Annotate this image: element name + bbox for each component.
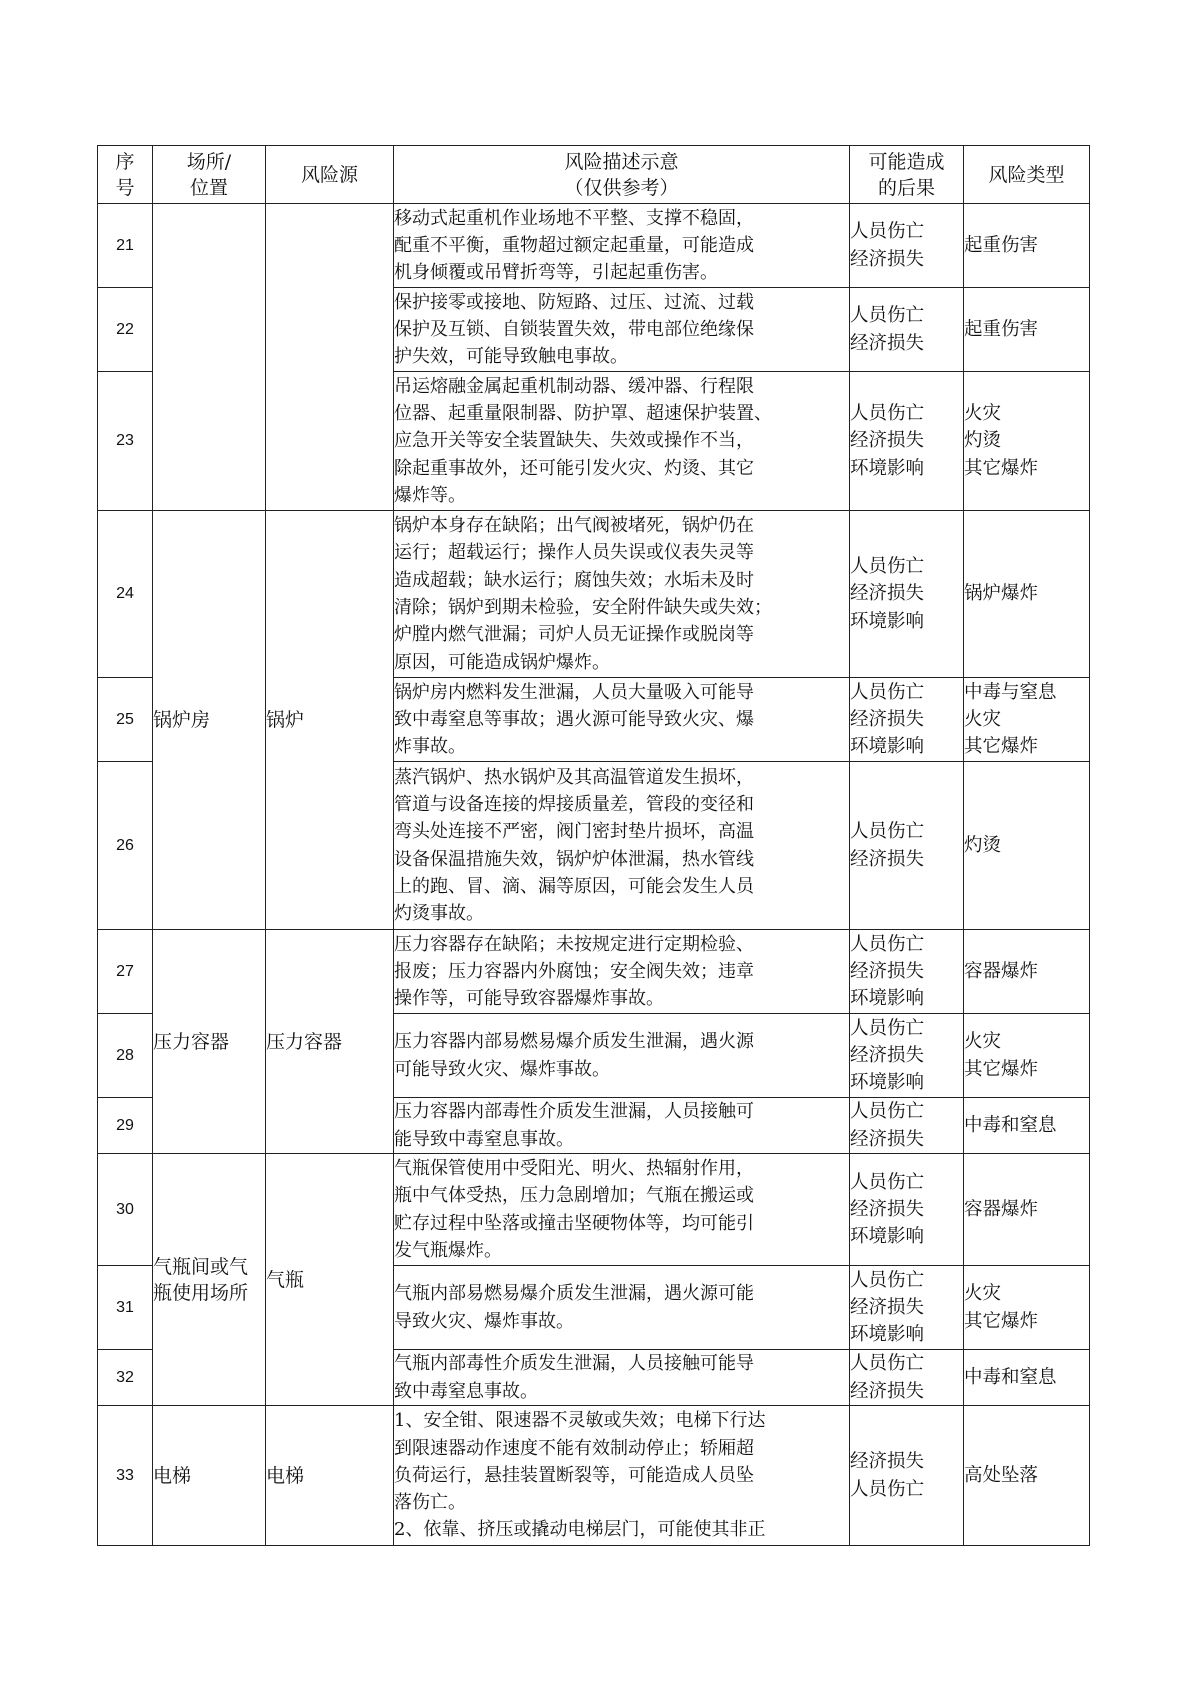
cell-line: 火灾	[964, 403, 1002, 425]
cell-line: 操作等，可能导致容器爆炸事故。	[394, 988, 664, 1010]
description-cell	[394, 1266, 850, 1350]
cell-line: 经济损失	[850, 1380, 925, 1402]
cell-line: 经济损失	[850, 1128, 925, 1150]
cell-line: 发气瓶爆炸。	[394, 1239, 502, 1261]
row-number: 33	[98, 1406, 153, 1546]
cell-line: 致中毒窒息等事故；遇火源可能导致火灾、爆	[394, 708, 754, 730]
cell-line: 起重伤害	[964, 318, 1039, 340]
description-cell	[394, 1014, 850, 1098]
risk-type-cell	[964, 1154, 1090, 1266]
header-no: 序 号	[98, 146, 153, 204]
cell-line: 灼烫	[964, 834, 1002, 856]
cell-line: 人员伤亡	[850, 1017, 925, 1039]
cell-line: 人员伤亡	[850, 305, 925, 327]
cell-line: 人员伤亡	[850, 1478, 925, 1500]
description-cell	[394, 511, 850, 678]
cell-line: 火灾	[964, 1283, 1002, 1305]
cell-line: 经济损失	[850, 332, 925, 354]
source-cell: 压力容器	[266, 930, 394, 1154]
row-number: 32	[98, 1350, 153, 1406]
cell-line: 其它爆炸	[964, 1058, 1039, 1080]
cell-line: 配重不平衡，重物超过额定起重量，可能造成	[394, 234, 754, 256]
cell-line: 高处坠落	[964, 1464, 1039, 1486]
cell-line: 人员伤亡	[850, 1101, 925, 1123]
location-cell: 电梯	[153, 1406, 266, 1546]
cell-line: 经济损失	[850, 960, 925, 982]
risk-type-cell	[964, 1014, 1090, 1098]
description-cell	[394, 762, 850, 930]
cell-line: 能导致中毒窒息事故。	[394, 1128, 574, 1150]
table-row	[98, 930, 1090, 1014]
row-number: 30	[98, 1154, 153, 1266]
cell-line: 人员伤亡	[850, 221, 925, 243]
description-cell	[394, 204, 850, 288]
cell-line: 起重伤害	[964, 234, 1039, 256]
header-location: 场所/ 位置	[153, 146, 266, 204]
cell-line: 经济损失	[850, 1044, 925, 1066]
source-cell: 气瓶	[266, 1154, 394, 1406]
cell-line: 灼烫事故。	[394, 903, 484, 925]
consequence-cell	[850, 1350, 964, 1406]
cell-line: 造成超载；缺水运行；腐蚀失效；水垢未及时	[394, 569, 754, 591]
cell-line: 其它爆炸	[964, 1310, 1039, 1332]
cell-line: 火灾	[964, 708, 1002, 730]
risk-type-cell	[964, 1350, 1090, 1406]
cell-line: 人员伤亡	[850, 1353, 925, 1375]
header-consequence: 可能造成 的后果	[850, 146, 964, 204]
cell-line: 机身倾覆或吊臂折弯等，引起起重伤害。	[394, 262, 718, 284]
risk-type-cell	[964, 678, 1090, 762]
cell-line: 火灾	[964, 1031, 1002, 1053]
cell-line: 原因，可能造成锅炉爆炸。	[394, 651, 610, 673]
row-number: 25	[98, 678, 153, 762]
description-cell	[394, 372, 850, 511]
description-cell	[394, 1098, 850, 1154]
consequence-cell	[850, 204, 964, 288]
cell-line: 弯头处连接不严密，阀门密封垫片损坏，高温	[394, 821, 754, 843]
cell-line: 清除；锅炉到期未检验，安全附件缺失或失效；	[394, 597, 772, 618]
cell-line: 场所	[210, 1281, 249, 1304]
consequence-cell	[850, 1406, 964, 1546]
source-cell-empty	[266, 204, 394, 511]
cell-line: 炸事故。	[394, 736, 466, 758]
cell-line: 经济损失	[850, 430, 925, 452]
consequence-cell	[850, 511, 964, 678]
cell-line: 锅炉本身存在缺陷；出气阀被堵死，锅炉仍在	[394, 515, 754, 537]
risk-table	[97, 145, 1090, 1546]
row-number: 29	[98, 1098, 153, 1154]
risk-type-cell	[964, 511, 1090, 678]
consequence-cell	[850, 1098, 964, 1154]
cell-line: 压力容器存在缺陷；未按规定进行定期检验、	[394, 933, 754, 955]
cell-line: 其它爆炸	[964, 736, 1039, 758]
risk-type-cell	[964, 1266, 1090, 1350]
row-number: 21	[98, 204, 153, 288]
description-cell	[394, 1406, 850, 1546]
cell-line: 2、依靠、挤压或撬动电梯层门，可能使其非正	[394, 1519, 766, 1541]
cell-line: 可能导致火灾、爆炸事故。	[394, 1058, 610, 1080]
cell-line: 落伤亡。	[394, 1492, 466, 1514]
cell-line: 环境影响	[850, 736, 925, 758]
row-number: 26	[98, 762, 153, 930]
cell-line: 经济损失	[850, 1296, 925, 1318]
cell-line: 致中毒窒息事故。	[394, 1380, 538, 1402]
location-cell: 压力容器	[153, 930, 266, 1154]
consequence-cell	[850, 1154, 964, 1266]
cell-line: 负荷运行，悬挂装置断裂等，可能造成人员坠	[394, 1464, 754, 1486]
description-cell	[394, 930, 850, 1014]
cell-line: 环境影响	[850, 988, 925, 1010]
risk-type-cell	[964, 930, 1090, 1014]
description-cell	[394, 288, 850, 372]
location-cell: 锅炉房	[153, 511, 266, 930]
cell-line: 压力容器内部毒性介质发生泄漏，人员接触可	[394, 1101, 754, 1123]
cell-line: 报废；压力容器内外腐蚀；安全阀失效；违章	[394, 960, 754, 982]
header-row	[98, 146, 1090, 204]
cell-line: 气瓶保管使用中受阳光、明火、热辐射作用，	[394, 1157, 754, 1179]
cell-line: 经济损失	[850, 248, 925, 270]
cell-line: 人员伤亡	[850, 403, 925, 425]
table-row	[98, 511, 1090, 678]
consequence-cell	[850, 288, 964, 372]
description-cell	[394, 1154, 850, 1266]
cell-line: 人员伤亡	[850, 556, 925, 578]
risk-type-cell	[964, 762, 1090, 930]
cell-line: 中毒和窒息	[964, 1114, 1057, 1136]
cell-line: 气瓶间或	[153, 1255, 230, 1278]
cell-line: 到限速器动作速度不能有效制动停止；轿厢超	[394, 1437, 754, 1459]
cell-line: 人员伤亡	[850, 681, 925, 703]
consequence-cell	[850, 372, 964, 511]
cell-line: 容器爆炸	[964, 960, 1039, 982]
location-cell	[153, 1154, 266, 1406]
row-number: 22	[98, 288, 153, 372]
cell-line: 气瓶内部易燃易爆介质发生泄漏，遇火源可能	[394, 1283, 754, 1305]
cell-line: 气瓶内部毒性介质发生泄漏，人员接触可能导	[394, 1353, 754, 1375]
cell-line: 蒸汽锅炉、热水锅炉及其高温管道发生损坏，	[394, 766, 754, 788]
row-number: 31	[98, 1266, 153, 1350]
cell-line: 灼烫	[964, 430, 1002, 452]
risk-type-cell	[964, 372, 1090, 511]
row-number: 23	[98, 372, 153, 511]
cell-line: 移动式起重机作业场地不平整、支撑不稳固，	[394, 207, 754, 229]
cell-line: 保护接零或接地、防短路、过压、过流、过载	[394, 291, 754, 313]
risk-type-cell	[964, 1406, 1090, 1546]
source-cell: 电梯	[266, 1406, 394, 1546]
description-cell	[394, 1350, 850, 1406]
cell-line: 人员伤亡	[850, 1171, 925, 1193]
cell-line: 设备保温措施失效，锅炉炉体泄漏，热水管线	[394, 848, 754, 870]
location-cell-empty	[153, 204, 266, 511]
cell-line: 人员伤亡	[850, 933, 925, 955]
row-number: 28	[98, 1014, 153, 1098]
cell-line: 人员伤亡	[850, 1269, 925, 1291]
table-row	[98, 1154, 1090, 1266]
cell-line: 运行；超载运行；操作人员失误或仪表失灵等	[394, 542, 754, 564]
cell-line: 环境影响	[850, 610, 925, 632]
cell-line: 爆炸等。	[394, 484, 466, 506]
cell-line: 环境影响	[850, 1324, 925, 1346]
cell-line: 锅炉房内燃料发生泄漏，人员大量吸入可能导	[394, 681, 754, 703]
cell-line: 气瓶使用	[153, 1255, 249, 1304]
cell-line: 环境影响	[850, 1072, 925, 1094]
cell-line: 中毒与窒息	[964, 681, 1057, 703]
risk-type-cell	[964, 288, 1090, 372]
consequence-cell	[850, 762, 964, 930]
cell-line: 经济损失	[850, 848, 925, 870]
cell-line: 其它爆炸	[964, 457, 1039, 479]
cell-line: 贮存过程中坠落或撞击坚硬物体等，均可能引	[394, 1212, 754, 1234]
cell-line: 经济损失	[850, 583, 925, 605]
cell-line: 容器爆炸	[964, 1198, 1039, 1220]
cell-line: 1、安全钳、限速器不灵敏或失效；电梯下行达	[394, 1410, 766, 1432]
cell-line: 环境影响	[850, 1226, 925, 1248]
cell-line: 管道与设备连接的焊接质量差，管段的变径和	[394, 793, 754, 815]
cell-line: 吊运熔融金属起重机制动器、缓冲器、行程限	[394, 375, 754, 397]
cell-line: 上的跑、冒、滴、漏等原因，可能会发生人员	[394, 875, 754, 897]
cell-line: 压力容器内部易燃易爆介质发生泄漏，遇火源	[394, 1031, 754, 1053]
cell-line: 经济损失	[850, 708, 925, 730]
cell-line: 经济损失	[850, 1451, 925, 1473]
cell-line: 瓶中气体受热，压力急剧增加；气瓶在搬运或	[394, 1185, 754, 1207]
cell-line: 位器、起重量限制器、防护罩、超速保护装置、	[394, 403, 772, 425]
description-cell	[394, 678, 850, 762]
cell-line: 应急开关等安全装置缺失、失效或操作不当，	[394, 430, 754, 452]
cell-line: 保护及互锁、自锁装置失效，带电部位绝缘保	[394, 318, 754, 340]
header-description: 风险描述示意 （仅供参考）	[394, 146, 850, 204]
cell-line: 导致火灾、爆炸事故。	[394, 1310, 574, 1332]
cell-line: 锅炉爆炸	[964, 583, 1039, 605]
cell-line: 炉膛内燃气泄漏；司炉人员无证操作或脱岗等	[394, 624, 754, 646]
table-row	[98, 204, 1090, 288]
cell-line: 护失效，可能导致触电事故。	[394, 346, 628, 368]
cell-line: 人员伤亡	[850, 821, 925, 843]
cell-line: 中毒和窒息	[964, 1366, 1057, 1388]
consequence-cell	[850, 930, 964, 1014]
cell-line: 除起重事故外，还可能引发火灾、灼烫、其它	[394, 457, 754, 479]
risk-type-cell	[964, 1098, 1090, 1154]
source-cell: 锅炉	[266, 511, 394, 930]
consequence-cell	[850, 678, 964, 762]
header-risk-type: 风险类型	[964, 146, 1090, 204]
consequence-cell	[850, 1266, 964, 1350]
consequence-cell	[850, 1014, 964, 1098]
risk-type-cell	[964, 204, 1090, 288]
table-row	[98, 1406, 1090, 1546]
cell-line: 经济损失	[850, 1198, 925, 1220]
header-source: 风险源	[266, 146, 394, 204]
row-number: 24	[98, 511, 153, 678]
row-number: 27	[98, 930, 153, 1014]
cell-line: 环境影响	[850, 457, 925, 479]
